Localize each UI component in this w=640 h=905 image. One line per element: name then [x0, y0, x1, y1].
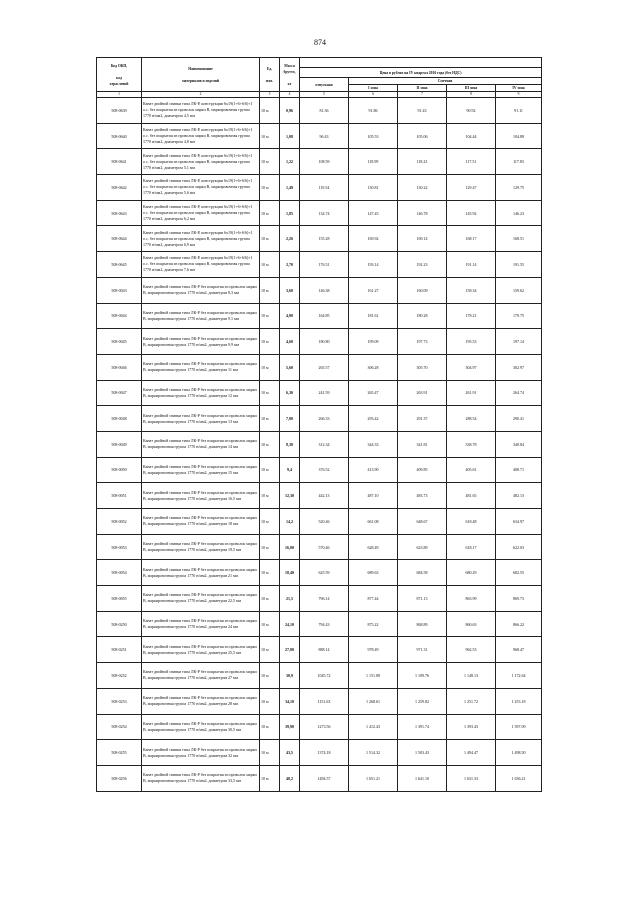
- table-row: [97, 252, 542, 278]
- product-code: 508-0051: [97, 483, 142, 509]
- zone-2-price: 91.43: [398, 98, 447, 124]
- product-name: Канат двойной свивки типа ЛК-Р, конструкции 6х19(1+6+6/6)+1 о.с. без покрытия из проволок марки В, маркировочная группа 1770 н/мм2, диаметром 4,8 мм: [142, 123, 260, 149]
- unit-cell: 10 м: [260, 149, 280, 175]
- unit-cell: 10 м: [260, 483, 280, 509]
- table-row: [97, 560, 542, 586]
- unit-cell: 10 м: [260, 688, 280, 714]
- table-row: [97, 175, 542, 201]
- product-code: 508-0054: [97, 560, 142, 586]
- table-row: [97, 277, 542, 303]
- release-price: 794.43: [300, 611, 349, 637]
- zone-3-price: 618.48: [447, 509, 496, 535]
- release-price: 180.80: [300, 329, 349, 355]
- zone-4-price: 146.23: [496, 200, 542, 226]
- product-name: Канат двойной свивки типа ЛК-Р, конструкции 6х19(1+6+6/6)+1 о.с. без покрытия из проволок марки В, маркировочная группа 1770 н/мм2, диаметром 4,5 мм: [142, 98, 260, 124]
- release-price: 442.13: [300, 483, 349, 509]
- zone-4-price: 869.73: [496, 586, 542, 612]
- product-name: Канат двойной свивки типа ЛК-Р без покрытия из проволок марки В, маркировочная группа 1770 н/мм2, диаметром 21 мм: [142, 560, 260, 586]
- table-row: [97, 663, 542, 689]
- product-name: Канат двойной свивки типа ЛК-Р, конструкции 6х19(1+6+6/6)+1 о.с. без покрытия из проволок марки В, маркировочная группа 1770 н/мм2, диаметром 7,6 мм: [142, 252, 260, 278]
- unit-cell: 10 м: [260, 123, 280, 149]
- release-price: 81.36: [300, 98, 349, 124]
- header-mass: Масса брутто, кг: [280, 58, 300, 92]
- column-number: 9: [496, 92, 542, 98]
- zone-3-price: 1 251.72: [447, 688, 496, 714]
- zone-3-price: 117.51: [447, 149, 496, 175]
- table-row: [97, 740, 542, 766]
- product-name: Канат двойной свивки типа ЛК-Р без покрытия из проволок марки В, маркировочная группа 1770 н/мм2, диаметром 24 мм: [142, 611, 260, 637]
- table-row: [97, 123, 542, 149]
- release-price: 96.43: [300, 123, 349, 149]
- zone-2-price: 197.73: [398, 329, 447, 355]
- header-estimated-price: Сметная: [349, 78, 542, 85]
- unit-cell: 10 м: [260, 406, 280, 432]
- zone-2-price: 623.89: [398, 534, 447, 560]
- unit-cell: 10 м: [260, 329, 280, 355]
- zone-4-price: 91.11: [496, 98, 542, 124]
- release-price: 796.14: [300, 586, 349, 612]
- gross-mass: 2,26: [280, 226, 300, 252]
- product-code: 508-0641: [97, 149, 142, 175]
- zone-1-price: 118.99: [349, 149, 398, 175]
- product-name: Канат двойной свивки типа ЛК-Р без покрытия из проволок марки В, маркировочная группа 1770 н/мм2, диаметром 13 мм: [142, 406, 260, 432]
- zone-4-price: 1 253.18: [496, 688, 542, 714]
- header-zone-3: III зона: [447, 85, 496, 92]
- zone-4-price: 1 498.50: [496, 740, 542, 766]
- unit-cell: 10 м: [260, 663, 280, 689]
- gross-mass: 27,00: [280, 637, 300, 663]
- zone-2-price: 169.14: [398, 226, 447, 252]
- product-code: 508-0640: [97, 123, 142, 149]
- zone-2-price: 180.28: [398, 303, 447, 329]
- product-code: 508-0050: [97, 457, 142, 483]
- product-name: Канат двойной свивки типа ЛК-Р без покрытия из проволок марки В, маркировочная группа 1770 н/мм2, диаметром 8,3 мм: [142, 277, 260, 303]
- table-row: [97, 509, 542, 535]
- zone-1-price: 306.28: [349, 354, 398, 380]
- zone-3-price: 863.99: [447, 586, 496, 612]
- release-price: 520.46: [300, 509, 349, 535]
- page-number: 874: [314, 38, 326, 47]
- zone-3-price: 680.29: [447, 560, 496, 586]
- release-price: 241.59: [300, 380, 349, 406]
- product-name: Канат двойной свивки типа ЛК-Р без покрытия из проволок марки В, маркировочная группа 1770 н/мм2, диаметром 19,5 мм: [142, 534, 260, 560]
- gross-mass: 48,2: [280, 765, 300, 791]
- product-name: Канат двойной свивки типа ЛК-Р, конструкции 6х19(1+6+6/6)+1 о.с. без покрытия из проволок марки В, маркировочная группа 1770 н/мм2, диаметром 6,9 мм: [142, 226, 260, 252]
- gross-mass: 8,30: [280, 431, 300, 457]
- release-price: 265.57: [300, 354, 349, 380]
- zone-4-price: 197.14: [496, 329, 542, 355]
- header-unit: Ед. изм.: [260, 58, 280, 92]
- zone-2-price: 1 503.43: [398, 740, 447, 766]
- zone-3-price: 145.92: [447, 200, 496, 226]
- product-name: Канат двойной свивки типа ЛК-Р без покрытия из проволок марки В, маркировочная группа 1770 н/мм2, диаметром 33,5 мм: [142, 765, 260, 791]
- zone-4-price: 191.55: [496, 252, 542, 278]
- product-code: 508-0642: [97, 175, 142, 201]
- release-price: 266.33: [300, 406, 349, 432]
- zone-4-price: 1 636.21: [496, 765, 542, 791]
- product-name: Канат двойной свивки типа ЛК-Р без покрытия из проволок марки В, маркировочная группа 1770 н/мм2, диаметром 30,5 мм: [142, 714, 260, 740]
- zone-4-price: 1 172.64: [496, 663, 542, 689]
- table-row: [97, 611, 542, 637]
- product-code: 508-0047: [97, 380, 142, 406]
- zone-4-price: 129.75: [496, 175, 542, 201]
- gross-mass: 7,00: [280, 406, 300, 432]
- gross-mass: 30,9: [280, 663, 300, 689]
- product-code: 508-0251: [97, 637, 142, 663]
- product-name: Канат двойной свивки типа ЛК-Р, конструкции 6х19(1+6+6/6)+1 о.с. без покрытия из проволок марки В, маркировочная группа 1770 н/мм2, диаметром 5,1 мм: [142, 149, 260, 175]
- product-code: 508-0043: [97, 277, 142, 303]
- product-name: Канат двойной свивки типа ЛК-Р без покрытия из проволок марки В, маркировочная группа 1770 н/мм2, диаметром 32 мм: [142, 740, 260, 766]
- zone-4-price: 866.22: [496, 611, 542, 637]
- product-name: Канат двойной свивки типа ЛК-Р без покрытия из проволок марки В, маркировочная группа 1770 н/мм2, диаметром 9,9 мм: [142, 329, 260, 355]
- zone-2-price: 1 259.82: [398, 688, 447, 714]
- release-price: 570.46: [300, 534, 349, 560]
- gross-mass: 4,00: [280, 303, 300, 329]
- unit-cell: 10 м: [260, 586, 280, 612]
- zone-3-price: 1 631.33: [447, 765, 496, 791]
- header-zone-2: II зона: [398, 85, 447, 92]
- table-row: [97, 586, 542, 612]
- product-code: 508-0053: [97, 534, 142, 560]
- zone-4-price: 622.03: [496, 534, 542, 560]
- zone-2-price: 684.58: [398, 560, 447, 586]
- zone-3-price: 1 494.47: [447, 740, 496, 766]
- product-name: Канат двойной свивки типа ЛК-Р без покрытия из проволок марки В, маркировочная группа 1770 н/мм2, диаметром 18 мм: [142, 509, 260, 535]
- unit-cell: 10 м: [260, 457, 280, 483]
- gross-mass: 21,5: [280, 586, 300, 612]
- release-price: 625.59: [300, 560, 349, 586]
- unit-cell: 10 м: [260, 277, 280, 303]
- gross-mass: 3,60: [280, 277, 300, 303]
- column-number: 3: [260, 92, 280, 98]
- table-row: [97, 303, 542, 329]
- zone-4-price: 968.47: [496, 637, 542, 663]
- zone-1-price: 105.53: [349, 123, 398, 149]
- zone-4-price: 682.55: [496, 560, 542, 586]
- zone-1-price: 1 412.43: [349, 714, 398, 740]
- zone-3-price: 1 148.13: [447, 663, 496, 689]
- product-code: 508-0055: [97, 586, 142, 612]
- table-body: [97, 98, 542, 792]
- gross-mass: 24,10: [280, 611, 300, 637]
- unit-cell: 10 м: [260, 560, 280, 586]
- gross-mass: 18,40: [280, 560, 300, 586]
- unit-cell: 10 м: [260, 765, 280, 791]
- table-row: [97, 149, 542, 175]
- table-row: [97, 226, 542, 252]
- zone-1-price: 1 151.88: [349, 663, 398, 689]
- product-code: 508-0254: [97, 714, 142, 740]
- unit-cell: 10 м: [260, 534, 280, 560]
- table-row: [97, 431, 542, 457]
- product-code: 508-0256: [97, 765, 142, 791]
- zone-2-price: 263.91: [398, 380, 447, 406]
- product-name: Канат двойной свивки типа ЛК-Р без покрытия из проволок марки В, маркировочная группа 1770 н/мм2, диаметром 14 мм: [142, 431, 260, 457]
- zone-1-price: 169.92: [349, 226, 398, 252]
- gross-mass: 4,60: [280, 329, 300, 355]
- table-row: [97, 354, 542, 380]
- zone-1-price: 661.08: [349, 509, 398, 535]
- zone-2-price: 146.78: [398, 200, 447, 226]
- zone-3-price: 481.65: [447, 483, 496, 509]
- zone-2-price: 409.85: [398, 457, 447, 483]
- zone-2-price: 192.23: [398, 252, 447, 278]
- zone-1-price: 877.44: [349, 586, 398, 612]
- zone-2-price: 483.73: [398, 483, 447, 509]
- unit-cell: 10 м: [260, 380, 280, 406]
- gross-mass: 9,4: [280, 457, 300, 483]
- product-code: 508-0049: [97, 431, 142, 457]
- zone-1-price: 413.90: [349, 457, 398, 483]
- zone-2-price: 1 391.74: [398, 714, 447, 740]
- zone-1-price: 147.45: [349, 200, 398, 226]
- zone-4-price: 264.74: [496, 380, 542, 406]
- zone-1-price: 161.27: [349, 277, 398, 303]
- zone-1-price: 293.42: [349, 406, 398, 432]
- gross-mass: 1,49: [280, 175, 300, 201]
- gross-mass: 2,70: [280, 252, 300, 278]
- release-price: 376.52: [300, 457, 349, 483]
- release-price: 1374.18: [300, 740, 349, 766]
- unit-cell: 10 м: [260, 252, 280, 278]
- release-price: 108.59: [300, 149, 349, 175]
- gross-mass: 43,5: [280, 740, 300, 766]
- table-row: [97, 714, 542, 740]
- zone-4-price: 634.97: [496, 509, 542, 535]
- zone-4-price: 1 397.09: [496, 714, 542, 740]
- gross-mass: 5,60: [280, 354, 300, 380]
- gross-mass: 6,30: [280, 380, 300, 406]
- gross-mass: 14,2: [280, 509, 300, 535]
- zone-2-price: 118.23: [398, 149, 447, 175]
- zone-2-price: 868.89: [398, 611, 447, 637]
- release-price: 312.34: [300, 431, 349, 457]
- header-price-title: Цена в рублях на IV квартал 2016 года (без НДС): [300, 68, 542, 78]
- product-code: 508-0044: [97, 303, 142, 329]
- zone-3-price: 90.92: [447, 98, 496, 124]
- gross-mass: 34,10: [280, 688, 300, 714]
- zone-1-price: 91.86: [349, 98, 398, 124]
- zone-4-price: 290.41: [496, 406, 542, 432]
- release-price: 134.74: [300, 200, 349, 226]
- product-code: 508-0255: [97, 740, 142, 766]
- header-zone-1: I зона: [349, 85, 398, 92]
- zone-1-price: 181.61: [349, 303, 398, 329]
- zone-1-price: 193.14: [349, 252, 398, 278]
- table-row: [97, 637, 542, 663]
- column-number: 4: [280, 92, 300, 98]
- zone-2-price: 160.09: [398, 277, 447, 303]
- product-code: 508-0643: [97, 200, 142, 226]
- zone-4-price: 159.62: [496, 277, 542, 303]
- zone-1-price: 1 651.21: [349, 765, 398, 791]
- product-name: Канат двойной свивки типа ЛК-Р без покрытия из проволок марки В, маркировочная группа 1770 н/мм2, диаметром 22,5 мм: [142, 586, 260, 612]
- unit-cell: 10 м: [260, 611, 280, 637]
- gross-mass: 1,08: [280, 123, 300, 149]
- unit-cell: 10 м: [260, 175, 280, 201]
- zone-3-price: 129.47: [447, 175, 496, 201]
- zone-2-price: 291.37: [398, 406, 447, 432]
- product-code: 508-0645: [97, 252, 142, 278]
- release-price: 119.54: [300, 175, 349, 201]
- zone-1-price: 628.49: [349, 534, 398, 560]
- table-row: [97, 688, 542, 714]
- zone-3-price: 288.54: [447, 406, 496, 432]
- price-table: [96, 57, 542, 792]
- release-price: 176.51: [300, 252, 349, 278]
- zone-4-price: 168.51: [496, 226, 542, 252]
- table-row: [97, 765, 542, 791]
- zone-2-price: 1 641.10: [398, 765, 447, 791]
- zone-3-price: 338.78: [447, 431, 496, 457]
- gross-mass: 1,85: [280, 200, 300, 226]
- product-name: Канат двойной свивки типа ЛК-Р, конструкции 6х19(1+6+6/6)+1 о.с. без покрытия из проволок марки В, маркировочная группа 1770 н/мм2, диаметром 5,6 мм: [142, 175, 260, 201]
- product-name: Канат двойной свивки типа ЛК-Р без покрытия из проволок марки В, маркировочная группа 1770 н/мм2, диаметром 16,5 мм: [142, 483, 260, 509]
- zone-2-price: 305.70: [398, 354, 447, 380]
- column-number: 5: [300, 92, 349, 98]
- zone-3-price: 168.17: [447, 226, 496, 252]
- gross-mass: 0,96: [280, 98, 300, 124]
- product-code: 508-0046: [97, 354, 142, 380]
- column-number: 8: [447, 92, 496, 98]
- unit-cell: 10 м: [260, 431, 280, 457]
- product-name: Канат двойной свивки типа ЛК-Р без покрытия из проволок марки В, маркировочная группа 1770 н/мм2, диаметром 9,1 мм: [142, 303, 260, 329]
- zone-2-price: 105.06: [398, 123, 447, 149]
- product-name: Канат двойной свивки типа ЛК-Р, конструкции 6х19(1+6+6/6)+1 о.с. без покрытия из проволок марки В, маркировочная группа 1770 н/мм2, диаметром 6,2 мм: [142, 200, 260, 226]
- zone-4-price: 117.83: [496, 149, 542, 175]
- gross-mass: 1,22: [280, 149, 300, 175]
- header-zone-4: IV зона: [496, 85, 542, 92]
- header-name: Наименование материалов и изделий: [142, 58, 260, 92]
- zone-1-price: 978.49: [349, 637, 398, 663]
- gross-mass: 12,30: [280, 483, 300, 509]
- header-release-price: отпускная: [300, 78, 349, 92]
- zone-3-price: 405.61: [447, 457, 496, 483]
- release-price: 1494.57: [300, 765, 349, 791]
- zone-1-price: 130.81: [349, 175, 398, 201]
- unit-cell: 10 м: [260, 637, 280, 663]
- product-name: Канат двойной свивки типа ЛК-Р без покрытия из проволок марки В, маркировочная группа 1770 н/мм2, диаметром 25,5 мм: [142, 637, 260, 663]
- unit-cell: 10 м: [260, 303, 280, 329]
- zone-3-price: 304.97: [447, 354, 496, 380]
- zone-3-price: 962.53: [447, 637, 496, 663]
- unit-cell: 10 м: [260, 226, 280, 252]
- product-code: 508-0052: [97, 509, 142, 535]
- product-name: Канат двойной свивки типа ЛК-Р без покрытия из проволок марки В, маркировочная группа 1770 н/мм2, диаметром 12 мм: [142, 380, 260, 406]
- header-spacer: [300, 58, 542, 68]
- release-price: 146.38: [300, 277, 349, 303]
- zone-1-price: 689.63: [349, 560, 398, 586]
- zone-4-price: 302.97: [496, 354, 542, 380]
- release-price: 1273.56: [300, 714, 349, 740]
- zone-1-price: 1 514.32: [349, 740, 398, 766]
- product-code: 508-0048: [97, 406, 142, 432]
- zone-2-price: 130.22: [398, 175, 447, 201]
- column-number: 7: [398, 92, 447, 98]
- product-name: Канат двойной свивки типа ЛК-Р без покрытия из проволок марки В, маркировочная группа 1770 н/мм2, диаметром 11 мм: [142, 354, 260, 380]
- zone-3-price: 158.34: [447, 277, 496, 303]
- zone-1-price: 344.33: [349, 431, 398, 457]
- table-row: [97, 329, 542, 355]
- zone-3-price: 104.44: [447, 123, 496, 149]
- unit-cell: 10 м: [260, 509, 280, 535]
- zone-4-price: 340.84: [496, 431, 542, 457]
- table-row: [97, 483, 542, 509]
- release-price: 888.14: [300, 637, 349, 663]
- zone-3-price: 195.53: [447, 329, 496, 355]
- product-code: 508-0250: [97, 611, 142, 637]
- zone-2-price: 1 109.76: [398, 663, 447, 689]
- product-name: Канат двойной свивки типа ЛК-Р без покрытия из проволок марки В, маркировочная группа 1770 н/мм2, диаметром 28 мм: [142, 688, 260, 714]
- product-code: 508-0252: [97, 663, 142, 689]
- zone-3-price: 261.91: [447, 380, 496, 406]
- column-number: 1: [97, 92, 142, 98]
- unit-cell: 10 м: [260, 354, 280, 380]
- release-price: 155.28: [300, 226, 349, 252]
- table-row: [97, 534, 542, 560]
- zone-3-price: 1 393.43: [447, 714, 496, 740]
- product-code: 508-0045: [97, 329, 142, 355]
- product-code: 508-0644: [97, 226, 142, 252]
- zone-4-price: 179.75: [496, 303, 542, 329]
- table-row: [97, 406, 542, 432]
- release-price: 1151.63: [300, 688, 349, 714]
- release-price: 1045.72: [300, 663, 349, 689]
- product-code: 508-0639: [97, 98, 142, 124]
- unit-cell: 10 м: [260, 98, 280, 124]
- zone-3-price: 191.14: [447, 252, 496, 278]
- table-row: [97, 380, 542, 406]
- product-name: Канат двойной свивки типа ЛК-Р без покрытия из проволок марки В, маркировочная группа 1770 н/мм2, диаметром 27 мм: [142, 663, 260, 689]
- zone-2-price: 971.31: [398, 637, 447, 663]
- unit-cell: 10 м: [260, 714, 280, 740]
- product-code: 508-0253: [97, 688, 142, 714]
- header-code: Код ОКП, код отраслевой: [97, 58, 142, 92]
- zone-2-price: 648.67: [398, 509, 447, 535]
- column-number: 2: [142, 92, 260, 98]
- table-row: [97, 200, 542, 226]
- table-row: [97, 457, 542, 483]
- zone-2-price: 341.81: [398, 431, 447, 457]
- unit-cell: 10 м: [260, 200, 280, 226]
- gross-mass: 39,90: [280, 714, 300, 740]
- zone-1-price: 487.10: [349, 483, 398, 509]
- zone-4-price: 408.71: [496, 457, 542, 483]
- unit-cell: 10 м: [260, 740, 280, 766]
- product-name: Канат двойной свивки типа ЛК-Р без покрытия из проволок марки В, маркировочная группа 1770 н/мм2, диаметром 15 мм: [142, 457, 260, 483]
- zone-3-price: 860.63: [447, 611, 496, 637]
- zone-1-price: 199.09: [349, 329, 398, 355]
- zone-2-price: 871.13: [398, 586, 447, 612]
- release-price: 164.85: [300, 303, 349, 329]
- gross-mass: 16,00: [280, 534, 300, 560]
- zone-1-price: 875.22: [349, 611, 398, 637]
- zone-1-price: 1 268.61: [349, 688, 398, 714]
- zone-3-price: 178.21: [447, 303, 496, 329]
- zone-4-price: 104.88: [496, 123, 542, 149]
- column-number: 6: [349, 92, 398, 98]
- zone-3-price: 618.17: [447, 534, 496, 560]
- zone-4-price: 482.13: [496, 483, 542, 509]
- table-row: [97, 98, 542, 124]
- zone-1-price: 265.47: [349, 380, 398, 406]
